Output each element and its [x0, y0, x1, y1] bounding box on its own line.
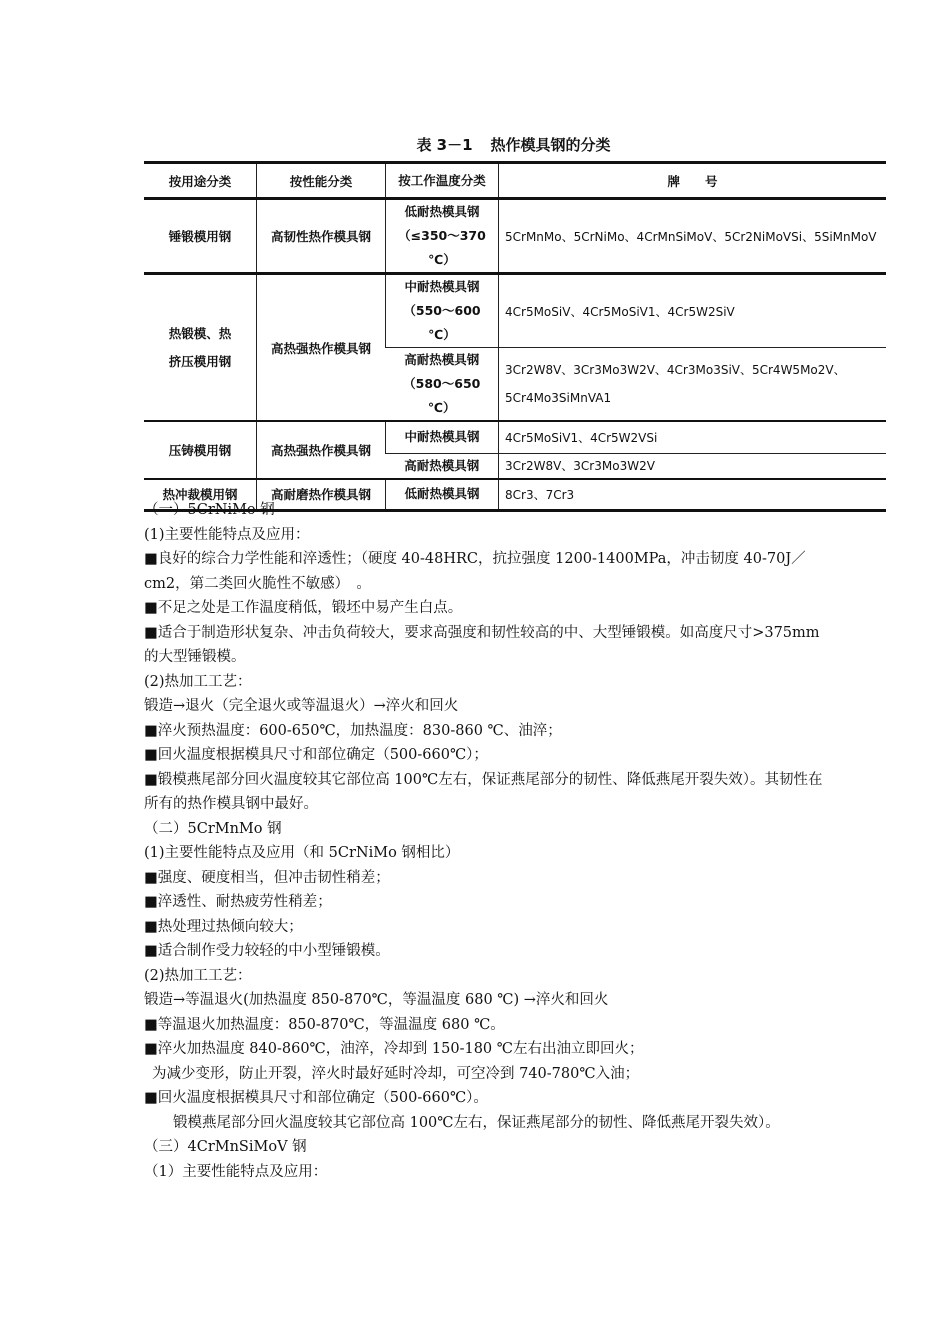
header-temperature: 按工作温度分类: [386, 163, 499, 199]
temp-class: 中耐热模具钢: [404, 279, 480, 294]
grades-line-2: 5Cr4Mo3SiMnVA1: [505, 391, 612, 405]
cell-grades: 8Cr3、7Cr3: [499, 479, 887, 511]
cell-temperature: [386, 348, 499, 422]
note-paragraph: 为减少变形，防止开裂，淬火时最好延时冷却，可空冷到 740-780℃入油；: [152, 1065, 640, 1082]
process-line: 锻造→退火（完全退火或等温退火）→淬火和回火: [144, 698, 459, 714]
cell-use: 压铸模用钢: [144, 421, 257, 479]
temp-class: 低耐热模具钢: [404, 204, 480, 219]
bullet-paragraph: ■等温退火加热温度：850-870℃，等温温度 680 ℃。: [144, 1016, 505, 1033]
bullet-paragraph: ■回火温度根据模具尺寸和部位确定（500-660℃）。: [144, 1090, 488, 1106]
cell-grades: 3Cr2W8V、3Cr3Mo3W2V: [499, 453, 887, 479]
body-text: [144, 498, 824, 1184]
table-row: [144, 199, 886, 274]
cell-performance: 高热强热作模具钢: [257, 421, 386, 479]
header-performance: 按性能分类: [257, 163, 386, 199]
table-caption-number: 表 3－1: [416, 136, 473, 154]
table-row: [144, 421, 886, 453]
section-heading: （三）4CrMnSiMoV 钢: [144, 1139, 307, 1155]
bullet-paragraph: ■锻模燕尾部分回火温度较其它部位高 100℃左右，保证燕尾部分的韧性、降低燕尾开裂失效）。其韧性在所有的热作模具钢中最好。: [144, 771, 823, 812]
bullet-paragraph: ■强度、硬度相当，但冲击韧性稍差；: [144, 869, 390, 886]
temp-range: （580～650 ℃）: [403, 376, 481, 415]
table-caption-title: 热作模具钢的分类: [490, 136, 611, 154]
use-line-2: 挤压模用钢: [168, 353, 232, 369]
subheading: （1）主要性能特点及应用：: [144, 1163, 328, 1180]
table-header-row: [144, 163, 886, 199]
subheading: (2)热加工工艺：: [144, 967, 252, 984]
cell-use: 锤锻模用钢: [144, 199, 257, 274]
bullet-paragraph: ■适合于制造形状复杂、冲击负荷较大，要求高强度和韧性较高的中、大型锤锻模。如高度尺寸>375mm 的大型锤锻模。: [144, 624, 820, 665]
temp-range: （≤350～370 ℃）: [398, 228, 486, 267]
cell-performance: 高韧性热作模具钢: [257, 199, 386, 274]
use-line-1: 热锻模、热: [168, 325, 232, 341]
cell-temperature: 低耐热模具钢: [386, 479, 499, 511]
table-caption: [0, 134, 950, 155]
header-grades: 牌 号: [499, 163, 887, 199]
subheading: (1)主要性能特点及应用（和 5CrNiMo 钢相比）: [144, 845, 460, 861]
cell-temperature: 中耐热模具钢: [386, 421, 499, 453]
steel-classification-table: [144, 161, 886, 512]
cell-temperature: [386, 199, 499, 274]
bullet-paragraph: ■淬火加热温度 840-860℃，油淬，冷却到 150-180 ℃左右出油立即回火；: [144, 1041, 644, 1057]
bullet-paragraph: ■良好的综合力学性能和淬透性；（硬度 40-48HRC，抗拉强度 1200-1400MPa，冲击韧度 40-70J／cm2，第二类回火脆性不敏感） 。: [144, 551, 806, 592]
header-use: 按用途分类: [144, 163, 257, 199]
bullet-paragraph: ■淬火预热温度：600-650℃，加热温度：830-860 ℃、油淬；: [144, 722, 562, 739]
cell-use: [144, 274, 257, 422]
cell-grades: 4Cr5MoSiV1、4Cr5W2VSi: [499, 421, 887, 453]
cell-temperature: [386, 274, 499, 348]
process-line: 锻造→等温退火(加热温度 850-870℃，等温温度 680 ℃) →淬火和回火: [144, 992, 609, 1008]
section-heading: （二）5CrMnMo 钢: [144, 820, 282, 837]
cell-grades: [499, 348, 887, 422]
bullet-paragraph: ■热处理过热倾向较大；: [144, 918, 303, 935]
section-heading: （一）5CrNiMo 钢: [144, 502, 275, 518]
bullet-paragraph: ■淬透性、耐热疲劳性稍差；: [144, 894, 332, 910]
grades-line-1: 3Cr2W8V、3Cr3Mo3W2V、4Cr3Mo3SiV、5Cr4W5Mo2V、: [505, 363, 846, 377]
subheading: (2)热加工工艺：: [144, 673, 252, 690]
cell-use: 热冲裁模用钢: [144, 479, 257, 511]
cell-performance: 高耐磨热作模具钢: [257, 479, 386, 511]
cell-temperature: 高耐热模具钢: [386, 453, 499, 479]
bullet-paragraph: ■不足之处是工作温度稍低，锻坯中易产生白点。: [144, 600, 463, 616]
subheading: (1)主要性能特点及应用：: [144, 526, 310, 543]
temp-range: （550～600 ℃）: [403, 303, 481, 342]
cell-grades: 5CrMnMo、5CrNiMo、4CrMnSiMoV、5Cr2NiMoVSi、5SiMnMoV: [499, 199, 887, 274]
temp-class: 高耐热模具钢: [404, 352, 480, 367]
table-row: [144, 274, 886, 348]
cell-performance: 高热强热作模具钢: [257, 274, 386, 422]
bullet-paragraph: ■适合制作受力较轻的中小型锤锻模。: [144, 943, 390, 959]
cell-grades: 4Cr5MoSiV、4Cr5MoSiV1、4Cr5W2SiV: [499, 274, 887, 348]
bullet-paragraph: ■回火温度根据模具尺寸和部位确定（500-660℃）；: [144, 747, 488, 763]
note-paragraph: 锻模燕尾部分回火温度较其它部位高 100℃左右，保证燕尾部分的韧性、降低燕尾开裂失效）。: [173, 1114, 780, 1131]
